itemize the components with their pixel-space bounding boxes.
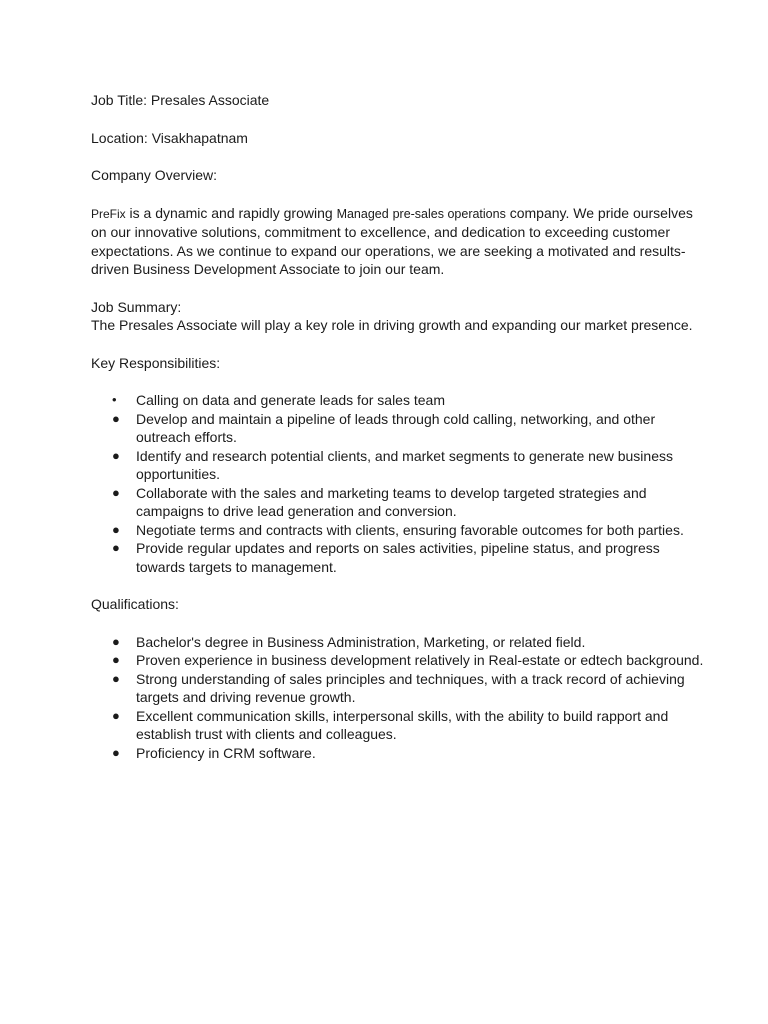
bullet-icon: ●	[112, 652, 120, 667]
responsibilities-list	[91, 391, 708, 576]
list-item-text: Proficiency in CRM software.	[136, 744, 316, 761]
summary-heading: Job Summary:	[91, 298, 182, 315]
list-item	[91, 447, 708, 484]
list-item	[91, 539, 708, 576]
list-item-text: Proven experience in business development relatively in Real-estate or edtech background.	[136, 652, 704, 668]
bullet-icon: •	[112, 392, 117, 407]
list-item-text: Provide regular updates and reports on sales activities, pipeline status, and progress towards targets to management.	[136, 540, 660, 575]
company-name: PreFix	[91, 206, 126, 221]
list-item	[91, 633, 708, 652]
list-item-text: Bachelor's degree in Business Administration, Marketing, or related field.	[136, 633, 586, 650]
bullet-icon: ●	[112, 447, 120, 463]
location: Location: Visakhapatnam	[91, 129, 248, 146]
list-item-text: Strong understanding of sales principles and techniques, with a track record of achieving targets and driving revenue growth.	[136, 670, 685, 705]
bullet-icon: ●	[112, 540, 120, 555]
bullet-icon: ●	[112, 707, 120, 723]
list-item	[91, 707, 708, 744]
list-item-text: Excellent communication skills, interpersonal skills, with the ability to build rapport and establish trust with clients and colleagues.	[136, 707, 669, 742]
list-item	[91, 744, 708, 763]
overview-text-1: is a dynamic and rapidly growing	[125, 204, 337, 221]
bullet-icon: ●	[112, 484, 120, 500]
list-item	[91, 484, 708, 521]
overview-pre-sales: pre-sales operations	[392, 206, 506, 221]
qualifications-list	[91, 633, 708, 763]
list-item	[91, 651, 708, 670]
job-summary	[91, 298, 708, 335]
list-item-text: Calling on data and generate leads for sales team	[136, 392, 445, 408]
list-item	[91, 391, 708, 410]
list-item	[91, 670, 708, 707]
bullet-icon: ●	[112, 744, 120, 760]
list-item-text: Develop and maintain a pipeline of leads through cold calling, networking, and other outreach efforts.	[136, 410, 656, 445]
bullet-icon: ●	[112, 410, 120, 426]
summary-text: The Presales Associate will play a key role in driving growth and expanding our market presence.	[91, 317, 693, 333]
responsibilities-heading: Key Responsibilities:	[91, 354, 221, 371]
list-item-text: Negotiate terms and contracts with clients, ensuring favorable outcomes for both parties.	[136, 521, 684, 538]
bullet-icon: ●	[112, 670, 120, 686]
list-item-text: Collaborate with the sales and marketing teams to develop targeted strategies and campaigns to drive lead generation and conversion.	[136, 484, 647, 519]
bullet-icon: ●	[112, 633, 120, 649]
job-title: Job Title: Presales Associate	[91, 92, 270, 108]
overview-paragraph	[91, 204, 708, 279]
list-item	[91, 410, 708, 447]
overview-text-3: company. We pride ourselves on our innovative solutions, commitment to excellence, and dedication to exceeding customer expectations. As we continue to expand our operations, we are seeking a motivated and results-driven Business Development Associate to join our team.	[91, 204, 693, 277]
overview-managed: Managed	[336, 206, 389, 221]
list-item	[91, 521, 708, 540]
bullet-icon: ●	[112, 521, 120, 537]
overview-heading: Company Overview:	[91, 167, 218, 183]
qualifications-heading: Qualifications:	[91, 596, 179, 612]
list-item-text: Identify and research potential clients, and market segments to generate new business opportunities.	[136, 447, 673, 482]
